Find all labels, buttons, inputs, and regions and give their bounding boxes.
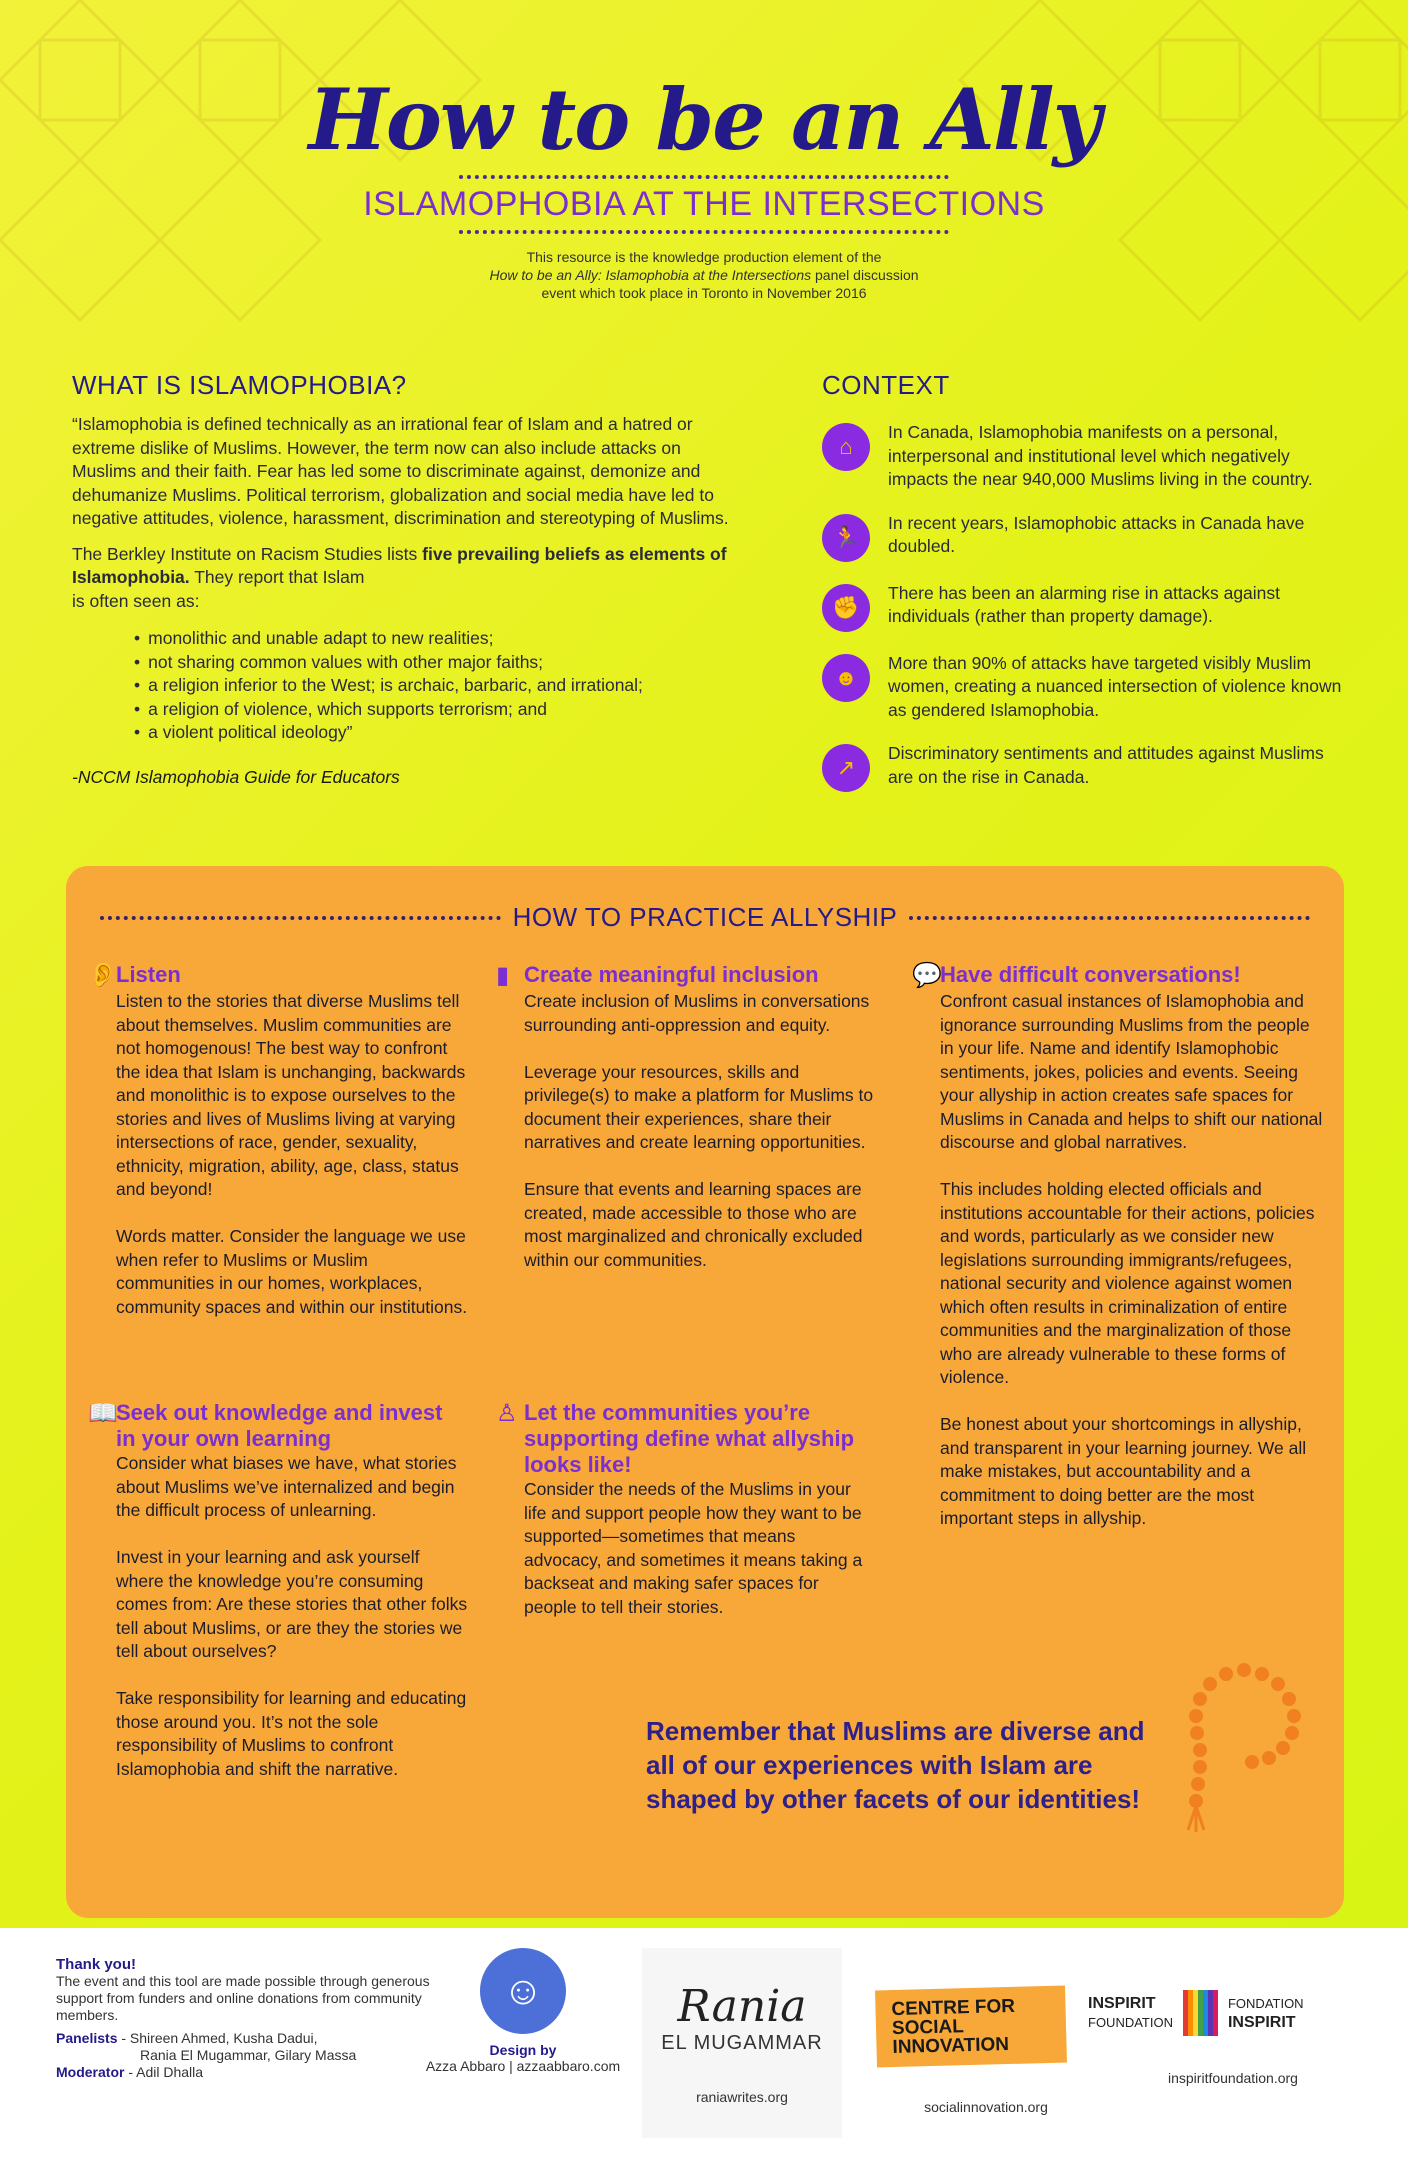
link[interactable]: inspiritfoundation.org <box>1168 2070 1298 2086</box>
block-body: Listen to the stories that diverse Muslims tell about themselves. Muslim communities are not homogenous! The best way to confront the idea that Islam is unchanging, backwards and monolithic is to expose ourselves to the stories and lives of Muslims living at varying intersections of race, gender, sexuality, ethnicity, migration, ability, age, class, status and beyond! Words matter. Consider the language we use when refer to Muslims or Muslim communities in our homes, workplaces, community spaces and within our institutions. <box>116 991 468 1317</box>
list-item: • a religion inferior to the West; is archaic, barbaric, and irrational; <box>134 674 732 698</box>
prayer-beads-icon <box>1164 1656 1324 1836</box>
citation: -NCCM Islamophobia Guide for Educators <box>72 766 400 787</box>
block-title: Seek out knowledge and invest in your own learning <box>116 1400 443 1451</box>
section-heading: CONTEXT <box>822 370 950 400</box>
speech-bubble-icon: 💬 <box>912 962 942 989</box>
context-item: ☻ More than 90% of attacks have targeted visibly Muslim women, creating a nuanced intersection of violence known as gendered Islamophobia. <box>822 652 1342 723</box>
list-item: • not sharing common values with other major faiths; <box>134 651 732 675</box>
fist-icon: ✊ <box>822 584 870 632</box>
divider <box>459 175 949 179</box>
beliefs-intro: The Berkley Institute on Racism Studies lists five prevailing beliefs as elements of Islamophobia. They report that Islam is often seen as: <box>72 543 727 611</box>
divider <box>909 916 1310 920</box>
context-item: ↗ Discriminatory sentiments and attitudes against Muslims are on the rise in Canada. <box>822 742 1342 792</box>
beliefs-list <box>134 627 732 745</box>
definition-quote: “Islamophobia is defined technically as an irrational fear of Islam and a hatred or extreme dislike of Muslims. However, the term now can also include attacks on Muslims and their faith. Fear has led some to discriminate against, demonize and dehumanize Muslims. Political terrorism, globalization and social media have led to negative attitudes, violence, harassment, discrimination and stereotyping of Muslims. <box>72 414 729 528</box>
designer-credit: ☺ Design by Azza Abbaro | azzaabbaro.com <box>418 1948 628 2074</box>
block-body: Consider the needs of the Muslims in your life and support people how they want to be supported—sometimes that means advocacy, and sometimes it means taking a backseat and making safer spaces for people to tell their stories. <box>524 1479 863 1617</box>
running-person-icon: 🏃 <box>822 514 870 562</box>
person-raised-arms-icon: ♙ <box>496 1400 518 1427</box>
context-item: 🏃 In recent years, Islamophobic attacks in Canada have doubled. <box>822 512 1342 562</box>
allyship-panel <box>66 866 1344 1918</box>
hijab-woman-icon: ☻ <box>822 654 870 702</box>
block-body: Confront casual instances of Islamophobia and ignorance surrounding Muslims from the people in your life. Name and identify Islamophobic sentiments, jokes, policies and events. Seeing your allyship in action creates safe spaces for Muslims in Canada and helps to shift our national discourse and global narratives. This includes holding elected officials and institutions accountable for their actions, policies and words, particularly as we consider new legislations surrounding immigrants/refugees, national security and violence against women which often results in criminalization of entire communities and the marginalization of those who are already vulnerable to these forms of violence. Be honest about your shortcomings in allyship, and transparent in your learning journey. We all make mistakes, but accountability and a commitment to doing better are the most important steps in allyship. <box>940 991 1323 1528</box>
block-title: Have difficult conversations! <box>940 962 1241 987</box>
ear-icon: 👂 <box>88 962 118 989</box>
block-body: Create inclusion of Muslims in conversations surrounding anti-oppression and equity. Leverage your resources, skills and privilege(s) to make a platform for Muslims to document their experiences, share their narratives and create learning opportunities. Ensure that events and learning spaces are created, made accessible to those who are most marginalized and chronically excluded within our communities. <box>524 991 874 1270</box>
trend-up-icon: ↗ <box>822 744 870 792</box>
link[interactable]: socialinnovation.org <box>924 2099 1048 2115</box>
conversations-block <box>912 962 1324 1531</box>
divider <box>459 230 949 234</box>
link[interactable]: raniawrites.org <box>696 2089 788 2105</box>
seek-knowledge-block <box>88 1400 468 1781</box>
listen-block <box>88 962 468 1319</box>
inspirit-logo[interactable]: INSPIRIT FOUNDATION FONDATION INSPIRIT inspiritfoundation.org <box>1088 1990 1378 2086</box>
remember-callout: Remember that Muslims are diverse and all of our experiences with Islam are shaped by other facets of our identities! <box>646 1716 1145 1814</box>
designer-logo: ☺ <box>480 1948 566 2034</box>
footer <box>0 1928 1408 2176</box>
block-title: Let the communities you’re supporting define what allyship looks like! <box>524 1400 855 1477</box>
context-item: ✊ There has been an alarming rise in attacks against individuals (rather than property damage). <box>822 582 1342 632</box>
thanks-block: Thank you! The event and this tool are made possible through generous support from funders and online donations from community members. Panelists - Shireen Ahmed, Kusha Dadui, Rania El Mugammar, Gilary Massa Moderator - Adil Dhalla <box>56 1956 430 2080</box>
block-title: Create meaningful inclusion <box>524 962 819 987</box>
intro-text: This resource is the knowledge production element of the How to be an Ally: Islamophobia at the Intersections panel discussion event which took place in Toronto in November 2016 <box>489 249 919 301</box>
csi-logo[interactable] <box>876 1988 1096 2115</box>
inclusion-block <box>496 962 876 1272</box>
context-item: ⌂ In Canada, Islamophobia manifests on a personal, interpersonal and institutional level which negatively impacts the near 940,000 Muslims living in the country. <box>822 421 1342 492</box>
section-heading: WHAT IS ISLAMOPHOBIA? <box>72 370 407 400</box>
list-item: • monolithic and unable adapt to new realities; <box>134 627 732 651</box>
book-icon: 📖 <box>88 1400 118 1427</box>
what-is-islamophobia-section <box>72 370 732 788</box>
rainbow-bars-icon <box>1183 1990 1218 2036</box>
allyship-heading-row <box>100 902 1310 933</box>
divider <box>100 916 501 920</box>
page-header <box>0 70 1408 302</box>
list-item: • a religion of violence, which supports terrorism; and <box>134 698 732 722</box>
canada-map-icon: ⌂ <box>822 423 870 471</box>
communities-block <box>496 1400 876 1619</box>
context-section <box>822 370 1342 792</box>
section-heading: HOW TO PRACTICE ALLYSHIP <box>512 902 898 932</box>
page-subtitle: ISLAMOPHOBIA AT THE INTERSECTIONS <box>363 185 1045 223</box>
page-title: How to be an Ally <box>308 70 1100 169</box>
block-title: Listen <box>116 962 181 987</box>
csi-wordmark: CENTRE FOR SOCIAL INNOVATION <box>875 1986 1067 2068</box>
rania-logo[interactable]: Rania EL MUGAMMAR raniawrites.org <box>642 1948 842 2138</box>
block-body: Consider what biases we have, what stories about Muslims we’ve internalized and begin the difficult process of unlearning. Invest in your learning and ask yourself where the knowledge you’re consuming comes from: Are these stories that other folks tell about Muslims, or are they the stories we tell about ourselves? Take responsibility for learning and educating those around you. It’s not the sole responsibility of Muslims to confront Islamophobia and shift the narrative. <box>116 1453 468 1779</box>
door-icon: ▮ <box>496 962 510 989</box>
list-item: • a violent political ideology” <box>134 721 732 745</box>
